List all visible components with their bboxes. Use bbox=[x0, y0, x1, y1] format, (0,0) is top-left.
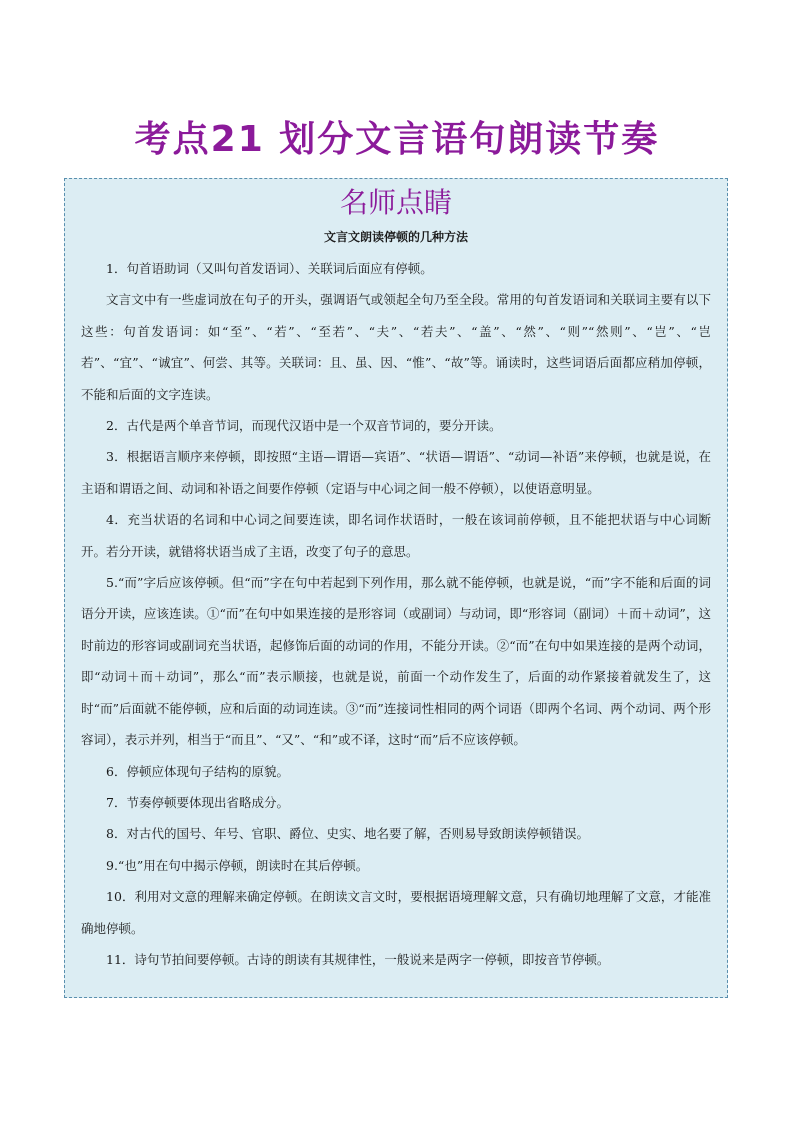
paragraph: 2．古代是两个单音节词，而现代汉语中是一个双音节词的，要分开读。 bbox=[106, 418, 502, 434]
box-subheading: 文言文朗读停顿的几种方法 bbox=[323, 230, 468, 244]
paragraph: 9.“也”用在句中揭示停顿，朗读时在其后停顿。 bbox=[106, 857, 369, 873]
paragraph: 1．句首语助词（又叫句首发语词）、关联词后面应有停顿。 bbox=[106, 261, 433, 276]
paragraph: 4．充当状语的名词和中心词之间要连读，即名词作状语时，一般在该词前停顿，且不能把状语与中心词断开。若分开读，就错将状语当成了主语，改变了句子的意思。 bbox=[81, 512, 711, 559]
paragraph: 11．诗句节拍间要停顿。古诗的朗读有其规律性，一般说来是两字一停顿，即按音节停顿。 bbox=[106, 951, 610, 967]
paragraph: 6．停顿应体现句子结构的原貌。 bbox=[106, 763, 289, 779]
tips-box bbox=[64, 178, 728, 998]
paragraph: 文言文中有一些虚词放在句子的开头，强调语气或领起全句乃至全段。常用的句首发语词和关联词主要有以下这些：句首发语词：如“至”、“若”、“至若”、“夫”、“若夫”、“盖”、“然”、“则”“然则”、“岂”、“岂若”、“宜”、“诚宜”、何尝、其等。关联词：且、虽、因、“惟”、“故”等。诵读时，这些词语后面都应稍加停顿，不能和后面的文字连读。 bbox=[81, 292, 711, 402]
box-heading: 名师点睛 bbox=[339, 186, 452, 219]
paragraph: 3．根据语言顺序来停顿，即按照“主语—谓语—宾语”、“状语—谓语”、“动词—补语”来停顿，也就是说，在主语和谓语之间、动词和补语之间要作停顿（定语与中心词之间一般不停顿），以使语意明显。 bbox=[81, 449, 711, 496]
paragraph: 8．对古代的国号、年号、官职、爵位、史实、地名要了解，否则易导致朗读停顿错误。 bbox=[106, 826, 589, 842]
paragraph: 7．节奏停顿要体现出省略成分。 bbox=[106, 794, 289, 810]
paragraph: 5.“而”字后应该停顿。但“而”字在句中若起到下列作用，那么就不能停顿，也就是说，“而”字不能和后面的词语分开读，应该连读。①“而”在句中如果连接的是形容词（或副词）与动词，即“形容词（副词）＋而＋动词”，这时前边的形容词或副词充当状语，起修饰后面的动词的作用，不能分开读。②“而”在句中如果连接的是两个动词，即“动词＋而＋动词”，那么“而”表示顺接，也就是说，前面一个动作发生了，后面的动作紧接着就发生了，这时“而”后面就不能停顿，应和后面的动词连读。③“而”连接词性相同的两个词语（即两个名词、两个动词、两个形容词），表示并列，相当于“而且”、“又”、“和”或不译，这时“而”后不应该停顿。 bbox=[81, 575, 711, 748]
paragraph: 10．利用对文意的理解来确定停顿。在朗读文言文时，要根据语境理解文意，只有确切地理解了文意，才能准确地停顿。 bbox=[81, 889, 711, 936]
page-title: 考点21 划分文言语句朗读节奏 bbox=[134, 119, 660, 160]
